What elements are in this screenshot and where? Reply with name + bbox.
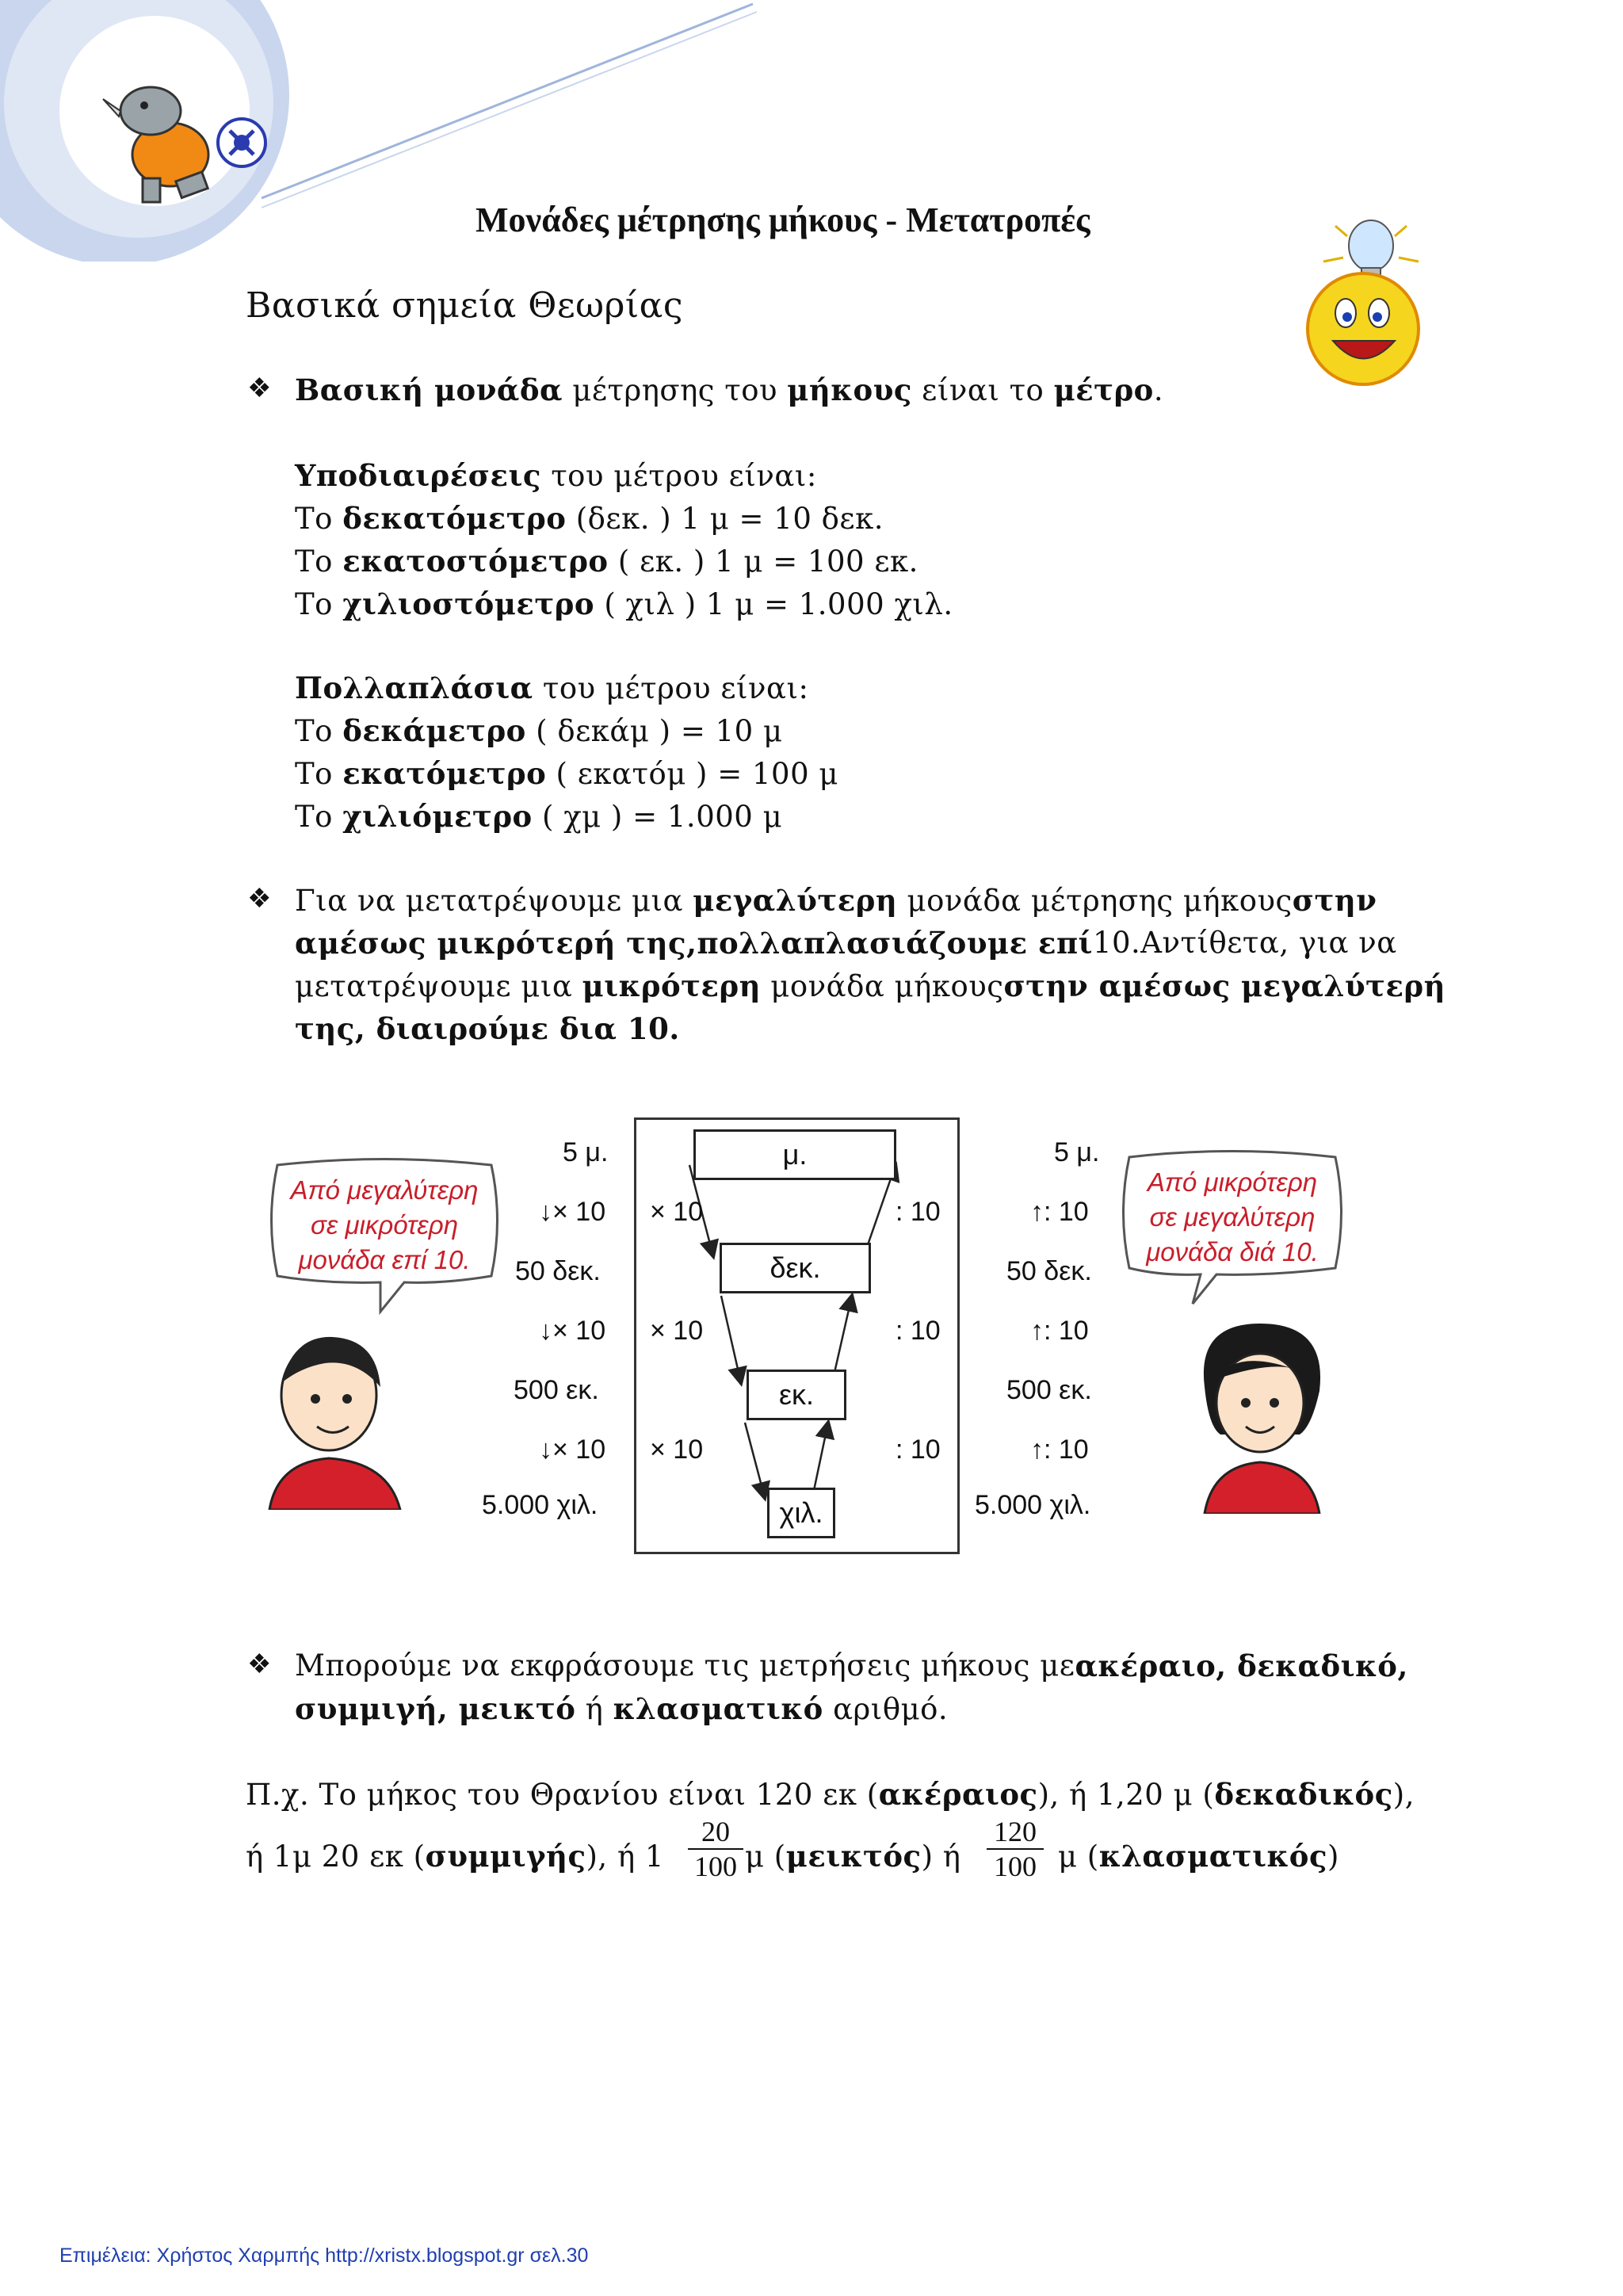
- text: [295, 968, 1003, 1003]
- subdivision-row: [295, 544, 918, 579]
- bullet2-line1: [295, 883, 1377, 918]
- unit-box-decimetre: δεκ.: [720, 1243, 871, 1293]
- text: μ (: [745, 1839, 786, 1874]
- right-value: 500 εκ.: [1006, 1375, 1092, 1405]
- right-op: ↑: 10: [1030, 1197, 1089, 1227]
- term: Πολλαπλάσια: [295, 670, 533, 705]
- text: μονάδα μέτρησης μήκους: [897, 884, 1293, 918]
- bullet3-line2: [295, 1691, 948, 1726]
- term: χιλιοστόμετρο: [342, 586, 595, 621]
- section-heading: Βασικά σημεία Θεωρίας: [246, 285, 683, 326]
- text: ή: [575, 1692, 613, 1726]
- bubble-text-left: [269, 1173, 499, 1278]
- term: μεγαλύτερη: [693, 883, 898, 918]
- term: εκατόμετρο: [342, 756, 547, 791]
- term: αμέσως μικρότερή της,: [295, 926, 697, 961]
- left-op: ↓× 10: [539, 1435, 606, 1465]
- text: Το: [295, 544, 343, 579]
- left-value: 500 εκ.: [514, 1375, 599, 1405]
- bubble-line: Από μεγαλύτερη: [290, 1175, 479, 1205]
- denominator: 100: [994, 1851, 1037, 1882]
- text: ( χιλ ) 1 μ = 1.000 χιλ.: [594, 587, 953, 621]
- text: Μπορούμε να εκφράσουμε τις μετρήσεις μήκους με: [295, 1648, 1075, 1683]
- bubble-line: Από μικρότερη: [1147, 1167, 1318, 1197]
- boy-character-icon: [262, 1328, 404, 1510]
- term: Υποδιαιρέσεις: [295, 458, 541, 493]
- bubble-line: μονάδα διά 10.: [1146, 1237, 1319, 1266]
- footer-credit: Επιμέλεια: Χρήστος Χαρμπής http://xristx.blogspot.gr σελ.30: [59, 2244, 589, 2267]
- term: δεκάμετρο: [342, 713, 526, 748]
- term: στην: [1292, 883, 1377, 918]
- subdivision-row: [295, 501, 884, 536]
- bubble-line: μονάδα επί 10.: [298, 1245, 471, 1274]
- bullet2-line3: [295, 968, 1446, 1003]
- text: Το: [295, 587, 343, 621]
- text: ), ή 1,20 μ (: [1037, 1778, 1215, 1812]
- divide-label: : 10: [896, 1435, 941, 1465]
- text: [246, 1777, 1415, 1812]
- text: είναι το: [911, 373, 1054, 407]
- right-op: ↑: 10: [1030, 1435, 1089, 1465]
- multiply-label: × 10: [650, 1197, 704, 1227]
- left-op: ↓× 10: [539, 1197, 606, 1227]
- text: ( χμ ) = 1.000 μ: [532, 800, 783, 834]
- term-length: μήκους: [787, 372, 912, 407]
- term: ακέραιο, δεκαδικό,: [1075, 1648, 1408, 1683]
- unit-box-metre: μ.: [693, 1129, 896, 1180]
- multiple-row: [295, 713, 783, 748]
- term: δεκαδικός: [1214, 1777, 1393, 1812]
- term: κλασματικό: [613, 1691, 823, 1726]
- term: ακέραιος: [878, 1777, 1038, 1812]
- term: εκατοστόμετρο: [342, 544, 609, 579]
- multiple-row: [295, 799, 782, 834]
- term: στην αμέσως μεγαλύτερή: [1003, 968, 1446, 1003]
- term: κλασματικός: [1098, 1839, 1327, 1874]
- numerator: 120: [987, 1815, 1044, 1850]
- denominator: 100: [694, 1851, 737, 1882]
- bullet-diamond-icon: ❖: [247, 1648, 272, 1680]
- multiple-row: [295, 756, 838, 791]
- left-op: ↓× 10: [539, 1316, 606, 1346]
- numerator: 20: [688, 1815, 743, 1850]
- text: Το: [295, 502, 343, 536]
- text: ) ή: [921, 1839, 961, 1874]
- term: συμμιγής: [425, 1839, 586, 1874]
- text: 10.: [1092, 926, 1141, 960]
- term: συμμιγή, μεικτό: [295, 1691, 576, 1726]
- text: μετατρέψουμε μια: [295, 969, 582, 1003]
- bubble-text-right: [1121, 1165, 1343, 1270]
- divide-label: : 10: [896, 1316, 941, 1346]
- bullet1-text: [295, 372, 1163, 407]
- fraction-improper: [987, 1815, 1044, 1883]
- smiley-lightbulb-icon: [1276, 214, 1434, 396]
- term: μεικτός: [785, 1839, 922, 1874]
- conversion-diagram: [262, 1102, 1371, 1561]
- bullet3-line1: [295, 1648, 1408, 1683]
- term: δεκατόμετρο: [342, 501, 567, 536]
- text: .: [1153, 373, 1164, 407]
- unit-box-millimetre: χιλ.: [767, 1488, 835, 1538]
- unit-box-centimetre: εκ.: [747, 1370, 846, 1420]
- multiples-heading: [295, 670, 809, 705]
- right-value: 5.000 χιλ.: [975, 1490, 1091, 1520]
- rhino-mascot-icon: [95, 67, 277, 206]
- bubble-line: σε μεγαλύτερη: [1149, 1202, 1316, 1232]
- text: μ (: [1058, 1839, 1099, 1874]
- text: Αντίθετα, για να: [1140, 926, 1397, 960]
- multiply-label: × 10: [650, 1316, 704, 1346]
- bullet2-line2: [295, 926, 1397, 961]
- bullet-diamond-icon: ❖: [247, 372, 272, 404]
- text: ή 1μ 20 εκ (: [246, 1839, 426, 1874]
- text: Το: [295, 714, 343, 748]
- text: ),: [1392, 1778, 1415, 1812]
- text: του μέτρου είναι:: [533, 671, 809, 705]
- text: ( εκατόμ ) = 100 μ: [546, 757, 838, 791]
- term: πολλαπλασιάζουμε επί: [697, 926, 1093, 961]
- text: μονάδα μήκους: [761, 969, 1004, 1003]
- text: Για να μετατρέψουμε μια: [295, 884, 693, 918]
- fraction-mixed: [688, 1815, 743, 1883]
- text: αριθμό.: [823, 1692, 949, 1726]
- right-value: 50 δεκ.: [1006, 1256, 1092, 1286]
- page-title: Μονάδες μέτρησης μήκους - Μετατροπές: [475, 201, 1090, 239]
- text: ): [1327, 1839, 1339, 1874]
- bullet-diamond-icon: ❖: [247, 883, 272, 915]
- subdivisions-heading: [295, 458, 817, 493]
- left-value: 5 μ.: [563, 1137, 609, 1167]
- text: μέτρησης του: [563, 373, 788, 407]
- text: [295, 883, 1293, 918]
- term-metre: μέτρο: [1053, 372, 1154, 407]
- text: ( εκ. ) 1 μ = 100 εκ.: [608, 544, 918, 579]
- left-value: 50 δεκ.: [515, 1256, 601, 1286]
- term-basic-unit: Βασική μονάδα: [295, 372, 563, 407]
- example-line1: [246, 1777, 1415, 1812]
- right-value: 5 μ.: [1054, 1137, 1100, 1167]
- text: Το: [295, 757, 343, 791]
- term: μικρότερη: [582, 968, 762, 1003]
- right-op: ↑: 10: [1030, 1316, 1089, 1346]
- text: Το: [295, 800, 343, 834]
- text: Π.χ. Το μήκος του Θρανίου είναι 120 εκ (: [246, 1778, 879, 1812]
- bullet2-line4: της, διαιρούμε δια 10.: [295, 1011, 680, 1046]
- text: ( δεκάμ ) = 10 μ: [525, 714, 783, 748]
- term: χιλιόμετρο: [342, 799, 533, 834]
- girl-character-icon: [1181, 1316, 1339, 1514]
- example-line2-part2: [745, 1839, 960, 1874]
- divide-label: : 10: [896, 1197, 941, 1227]
- subdivision-row: [295, 586, 953, 621]
- text: του μέτρου είναι:: [540, 459, 817, 493]
- text: ), ή 1: [586, 1839, 664, 1874]
- example-line2-part3: [1058, 1839, 1339, 1874]
- example-line2-part1: [246, 1839, 664, 1874]
- multiply-label: × 10: [650, 1435, 704, 1465]
- left-value: 5.000 χιλ.: [482, 1490, 598, 1520]
- text: (δεκ. ) 1 μ = 10 δεκ.: [566, 502, 884, 536]
- bubble-line: σε μικρότερη: [310, 1210, 459, 1240]
